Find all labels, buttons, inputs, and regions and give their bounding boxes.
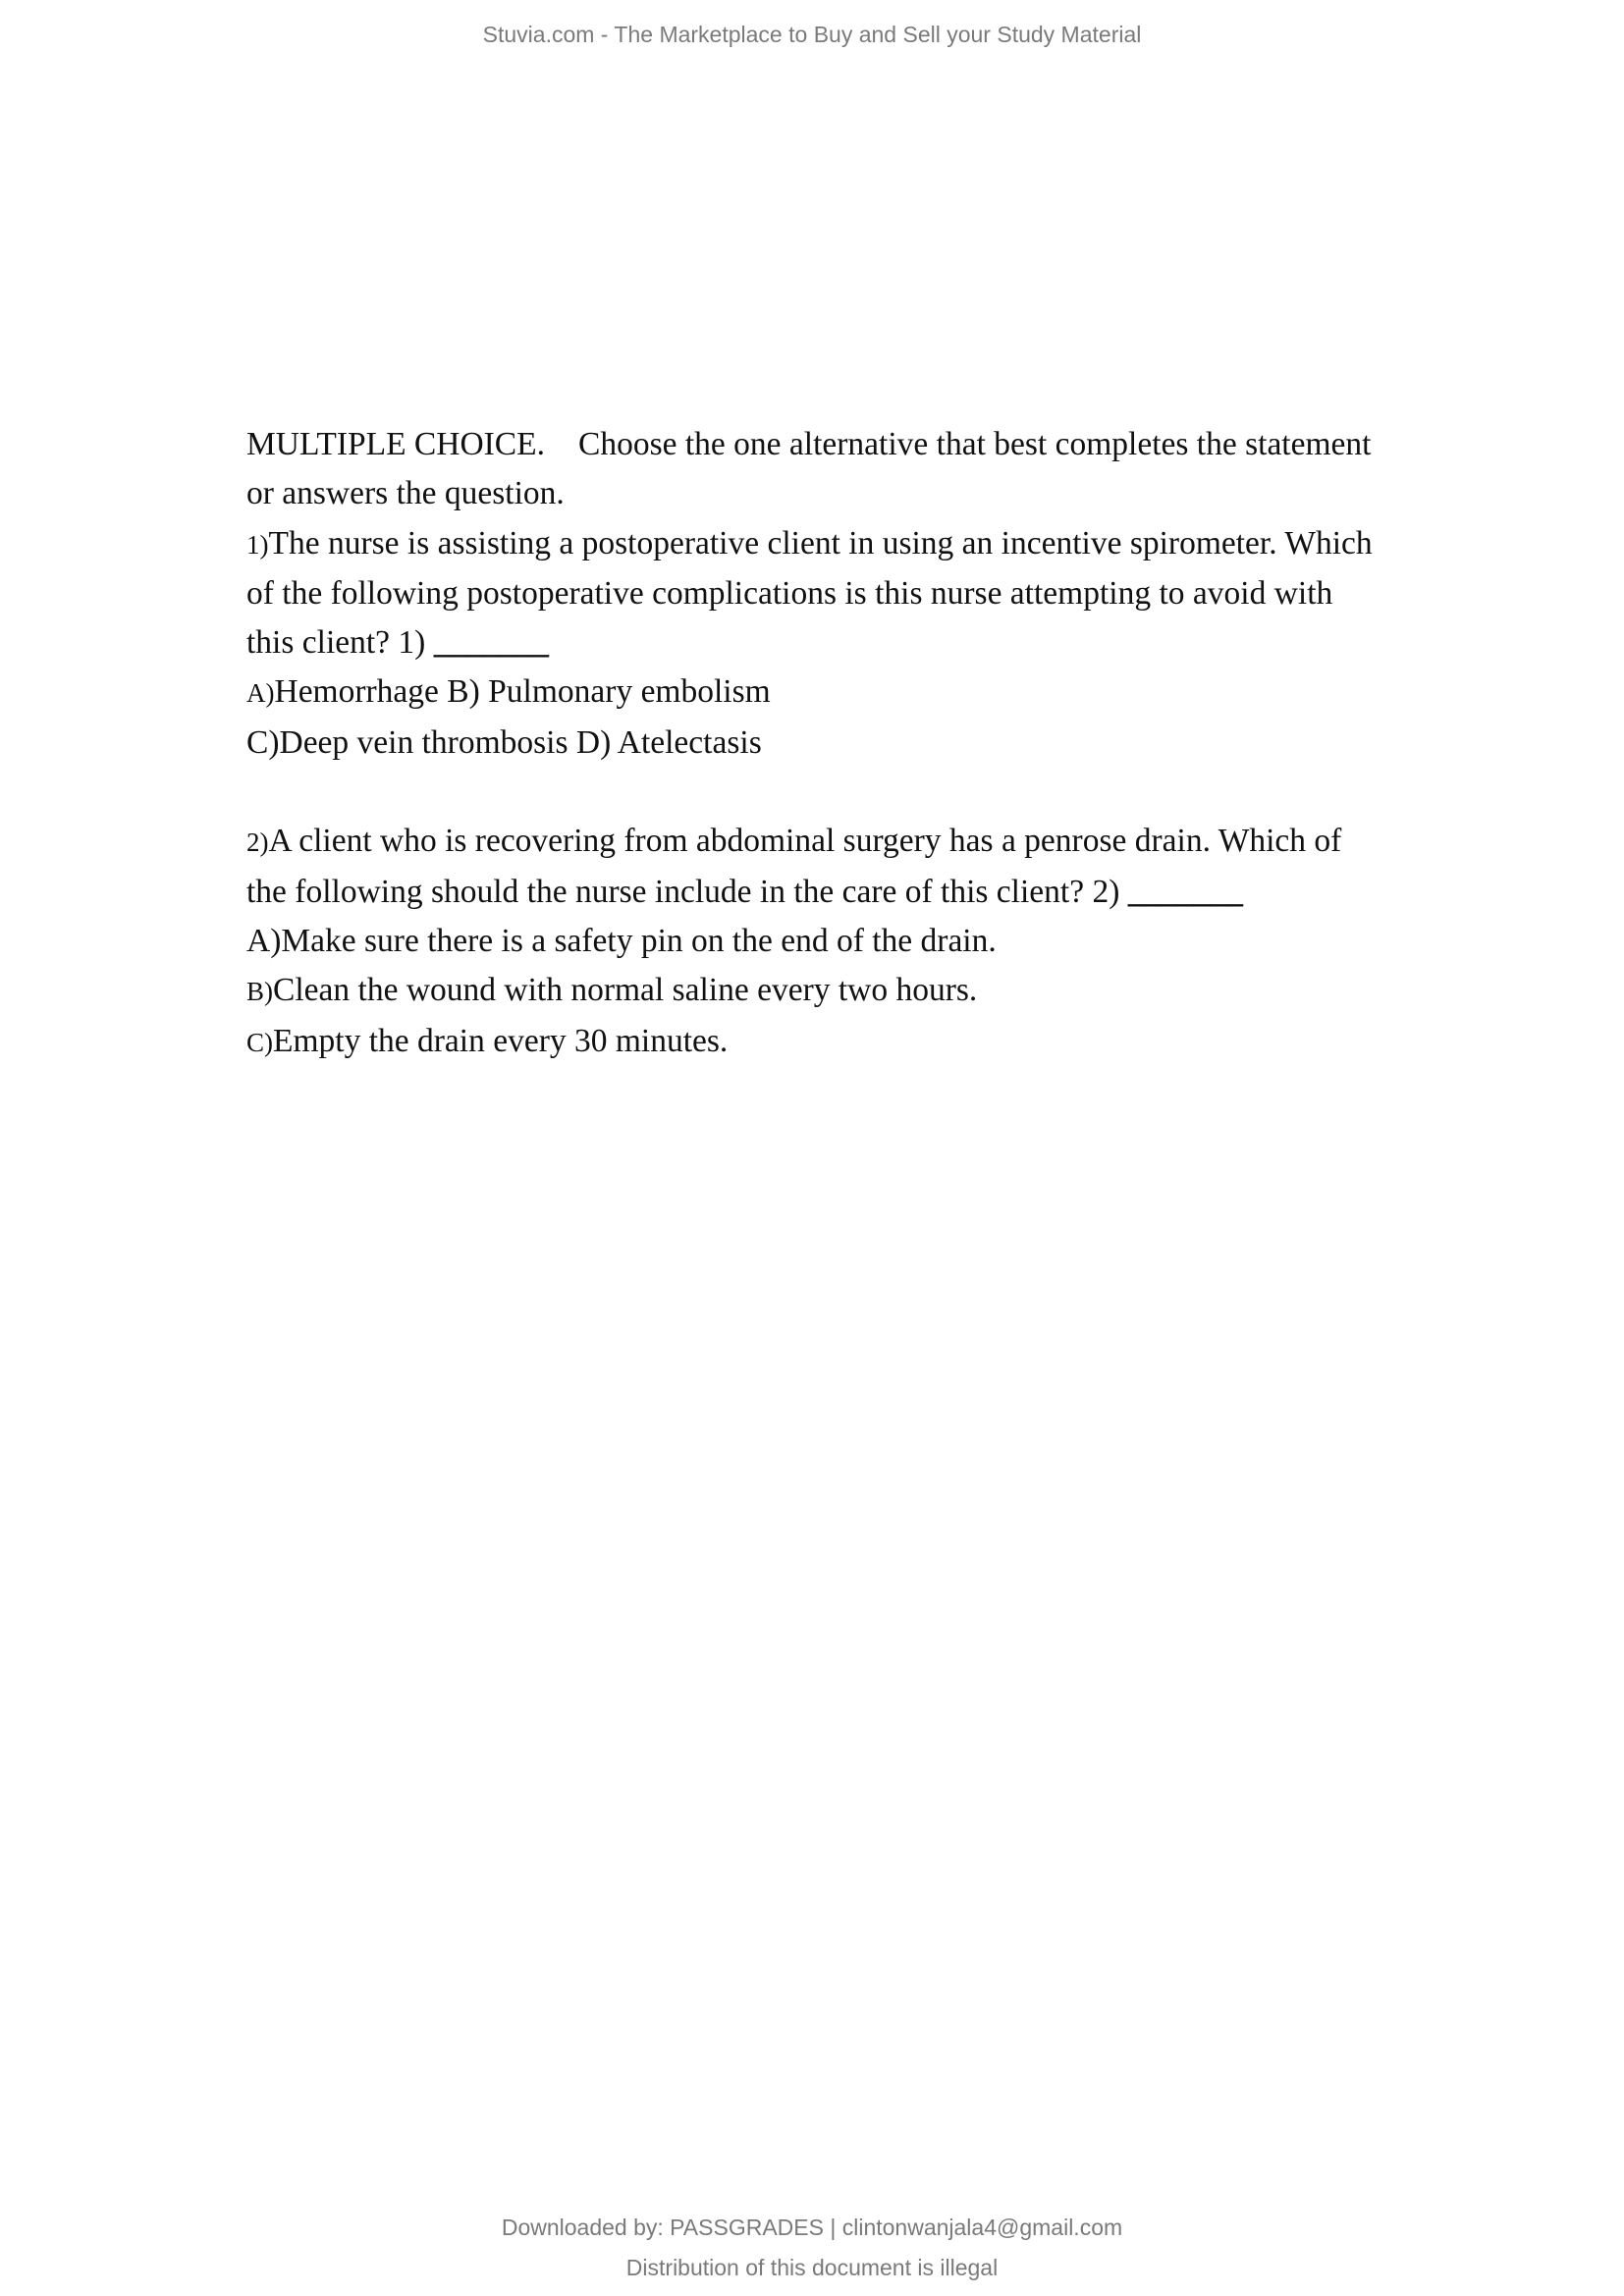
question-1-number: 1) [246, 529, 269, 560]
option-text: Hemorrhage B) Pulmonary embolism [274, 673, 771, 711]
instructions-heading: MULTIPLE CHOICE. [246, 426, 545, 462]
option-text: Empty the drain every 30 minutes. [273, 1022, 729, 1059]
question-2-option-a [246, 917, 1395, 966]
instructions-text-1: Choose the one alternative that best completes the statement [578, 426, 1372, 462]
question-1-option-row-2 [246, 719, 1395, 768]
document-body [246, 420, 1395, 1067]
footer-download-info: Downloaded by: PASSGRADES | clintonwanjala4@gmail.com [501, 2215, 1123, 2240]
question-2-number: 2) [246, 828, 269, 858]
option-text: Make sure there is a safety pin on the end of the drain. [281, 922, 997, 959]
answer-blank-2: _______ [1127, 873, 1243, 910]
question-1-line-1 [246, 519, 1395, 569]
question-2 [246, 817, 1395, 1066]
question-2-line-2 [246, 868, 1395, 917]
option-label: C) [246, 723, 280, 761]
instructions-line-2: or answers the question. [246, 475, 565, 512]
option-text: Deep vein thrombosis D) Atelectasis [279, 723, 762, 761]
question-2-text-2: the following should the nurse include in the care of this client? 2) [246, 873, 1128, 910]
question-1-line-2: of the following postoperative complications is this nurse attempting to avoid with [246, 574, 1333, 612]
answer-blank-1: _______ [433, 624, 549, 662]
option-label: A) [246, 922, 282, 959]
page-header-watermark: Stuvia.com - The Marketplace to Buy and Sell your Study Material [482, 22, 1142, 47]
question-1-option-row-1 [246, 667, 1395, 718]
spacer [246, 768, 1395, 817]
question-2-line-1 [246, 817, 1395, 867]
question-1-text-1: The nurse is assisting a postoperative client in using an incentive spirometer. Which [268, 524, 1373, 561]
instructions-line-1 [246, 420, 1395, 469]
option-text: Clean the wound with normal saline every two hours. [273, 972, 978, 1009]
question-1-text-3: this client? 1) [246, 624, 434, 662]
question-2-option-c [246, 1017, 1395, 1067]
question-1-line-3 [246, 618, 1395, 667]
question-1 [246, 519, 1395, 768]
question-2-text-1: A client who is recovering from abdominal surgery has a penrose drain. Which of [268, 823, 1342, 860]
option-label: B) [246, 977, 273, 1007]
footer-legal-notice: Distribution of this document is illegal [625, 2255, 999, 2280]
option-label: A) [246, 678, 275, 709]
option-label: C) [246, 1027, 273, 1057]
question-2-option-b [246, 966, 1395, 1016]
